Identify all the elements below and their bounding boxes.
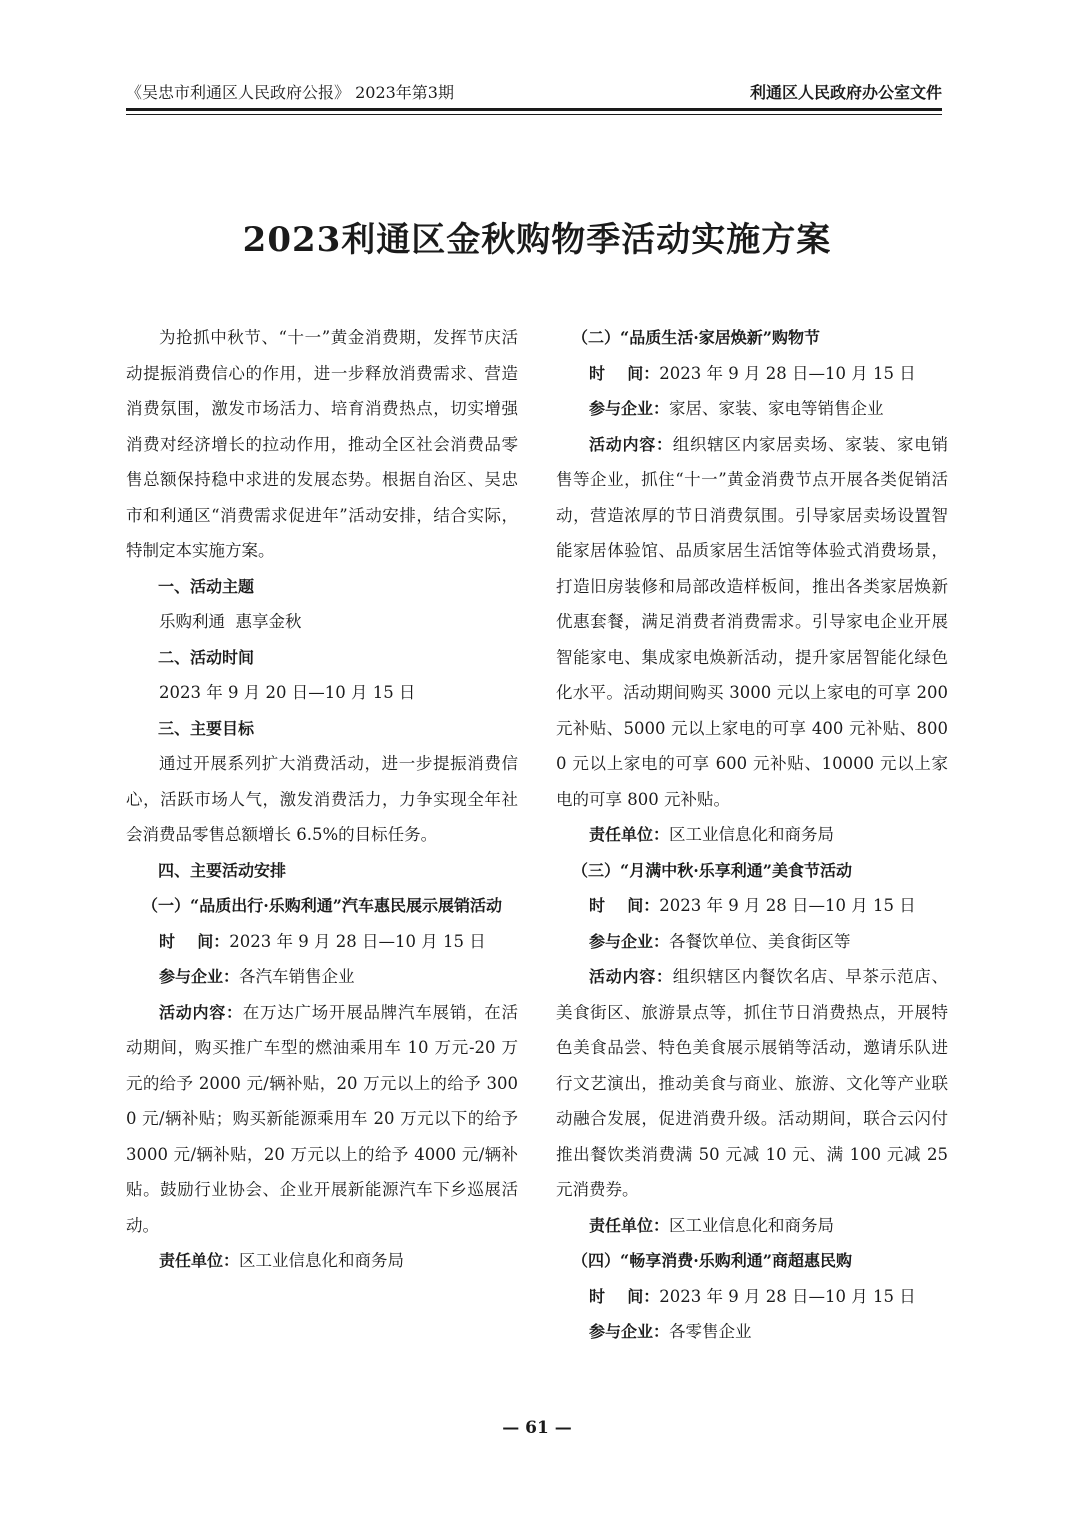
enterprises-label: 参与企业： [589,931,670,951]
goal-paragraph: 通过开展系列扩大消费活动，进一步提振消费信心，活跃市场人气，激发消费活力，力争实现全年社会消费品零售总额增长 6.5%的目标任务。 [126,754,518,844]
left-column [126,320,518,1279]
activity-3-time [556,888,948,924]
activity-4-time [556,1279,948,1315]
time-label: 时 间： [589,1286,660,1306]
activity-4-title: （四）“畅享消费·乐购利通”商超惠民购 [572,1251,852,1270]
enterprises-value: 家居、家装、家电等销售企业 [669,399,884,418]
header-rule-thin [126,114,942,115]
page-header [126,80,942,103]
section-heading-activities: 四、主要活动安排 [158,860,287,880]
enterprises-label: 参与企业： [589,399,670,418]
content-value: 组织辖区内餐饮名店、早茶示范店、美食街区、旅游景点等，抓住节日消费热点，开展特色美食品尝、特色美食展示展销等活动，邀请乐队进行文艺演出，推动美食与商业、旅游、文化等产业联动融合发展，促进消费升级。活动期间，联合云闪付推出餐饮类消费满 50 元减 10 元、满 100 元减 25 元消费券。 [556,967,948,1199]
content-value: 在万达广场开展品牌汽车展销，在活动期间，购买推广车型的燃油乘用车 10 万元-20 万元的给予 2000 元/辆补贴，20 万元以上的给予 3000 元/辆补贴；购买新能源乘用车 20 万元以下的给予 3000 元/辆补贴，20 万元以上的给予 4000 元/辆补贴。鼓励行业协会、企业开展新能源汽车下乡巡展活动。 [126,1002,518,1235]
activity-3-responsible [556,1208,948,1244]
theme-text: 乐购利通 惠享金秋 [159,612,302,631]
enterprises-value: 各汽车销售企业 [239,967,355,986]
enterprises-value: 各餐饮单位、美食街区等 [669,931,851,951]
time-value: 2023 年 9 月 28 日—10 月 15 日 [229,931,486,951]
activity-3-content [556,959,948,1208]
time-label: 时 间： [589,363,660,383]
section-heading-theme: 一、活动主题 [158,576,255,596]
activity-2-enterprises [556,391,948,427]
document-title: 2023利通区金秋购物季活动实施方案 [242,220,832,260]
activity-2-responsible [556,817,948,853]
content-label: 活动内容： [159,1002,243,1022]
content-label: 活动内容： [589,434,673,454]
activity-1-title: （一）“品质出行·乐购利通”汽车惠民展示展销活动 [142,896,502,915]
responsible-value: 区工业信息化和商务局 [669,825,835,844]
period-text: 2023 年 9 月 20 日—10 月 15 日 [159,683,416,702]
content-label: 活动内容： [589,967,673,986]
intro-paragraph: 为抢抓中秋节、“十一”黄金消费期，发挥节庆活动提振消费信心的作用，进一步释放消费需求、营造消费氛围，激发市场活力、培育消费热点，切实增强消费对经济增长的拉动作用，推动全区社会消费品零售总额保持稳中求进的发展态势。根据自治区、吴忠市和利通区“消费需求促进年”活动安排，结合实际，特制定本实施方案。 [126,328,518,560]
enterprises-label: 参与企业： [159,967,240,986]
header-rule-thick [126,108,942,111]
responsible-value: 区工业信息化和商务局 [239,1251,405,1270]
responsible-label: 责任单位： [589,825,670,844]
time-value: 2023 年 9 月 28 日—10 月 15 日 [659,896,916,915]
time-label: 时 间： [589,896,660,915]
activity-1-content [126,995,518,1244]
enterprises-label: 参与企业： [589,1322,670,1341]
activity-4-enterprises [556,1314,948,1350]
activity-1-enterprises [126,959,518,995]
activity-3-title: （三）“月满中秋·乐享利通”美食节活动 [572,860,852,880]
section-heading-goal: 三、主要目标 [158,718,255,738]
responsible-value: 区工业信息化和商务局 [669,1215,835,1235]
activity-3-enterprises [556,924,948,960]
enterprises-value: 各零售企业 [669,1322,752,1341]
header-publication: 《吴忠市利通区人民政府公报》 2023年第3期 [126,83,454,102]
activity-2-time [556,356,948,392]
page-number: — 61 — [502,1418,572,1438]
activity-2-content [556,427,948,818]
right-column [556,320,948,1350]
header-issuer: 利通区人民政府办公室文件 [749,83,942,102]
activity-2-title: （二）“品质生活·家居焕新”购物节 [572,328,820,347]
activity-1-time [126,924,518,960]
time-value: 2023 年 9 月 28 日—10 月 15 日 [659,1286,916,1306]
responsible-label: 责任单位： [159,1251,240,1270]
responsible-label: 责任单位： [589,1215,670,1235]
time-label: 时 间： [159,931,230,951]
time-value: 2023 年 9 月 28 日—10 月 15 日 [659,363,916,383]
section-heading-time: 二、活动时间 [158,647,255,667]
content-value: 组织辖区内家居卖场、家装、家电销售等企业，抓住“十一”黄金消费节点开展各类促销活动，营造浓厚的节日消费氛围。引导家居卖场设置智能家居体验馆、品质家居生活馆等体验式消费场景，打造旧房装修和局部改造样板间，推出各类家居焕新优惠套餐，满足消费者消费需求。引导家电企业开展智能家电、集成家电焕新活动，提升家居智能化绿色化水平。活动期间购买 3000 元以上家电的可享 200 元补贴、5000 元以上家电的可享 400 元补贴、8000 元以上家电的可享 600 元补贴、10000 元以上家电的可享 800 元补贴。 [556,434,948,809]
activity-1-responsible [126,1243,518,1279]
